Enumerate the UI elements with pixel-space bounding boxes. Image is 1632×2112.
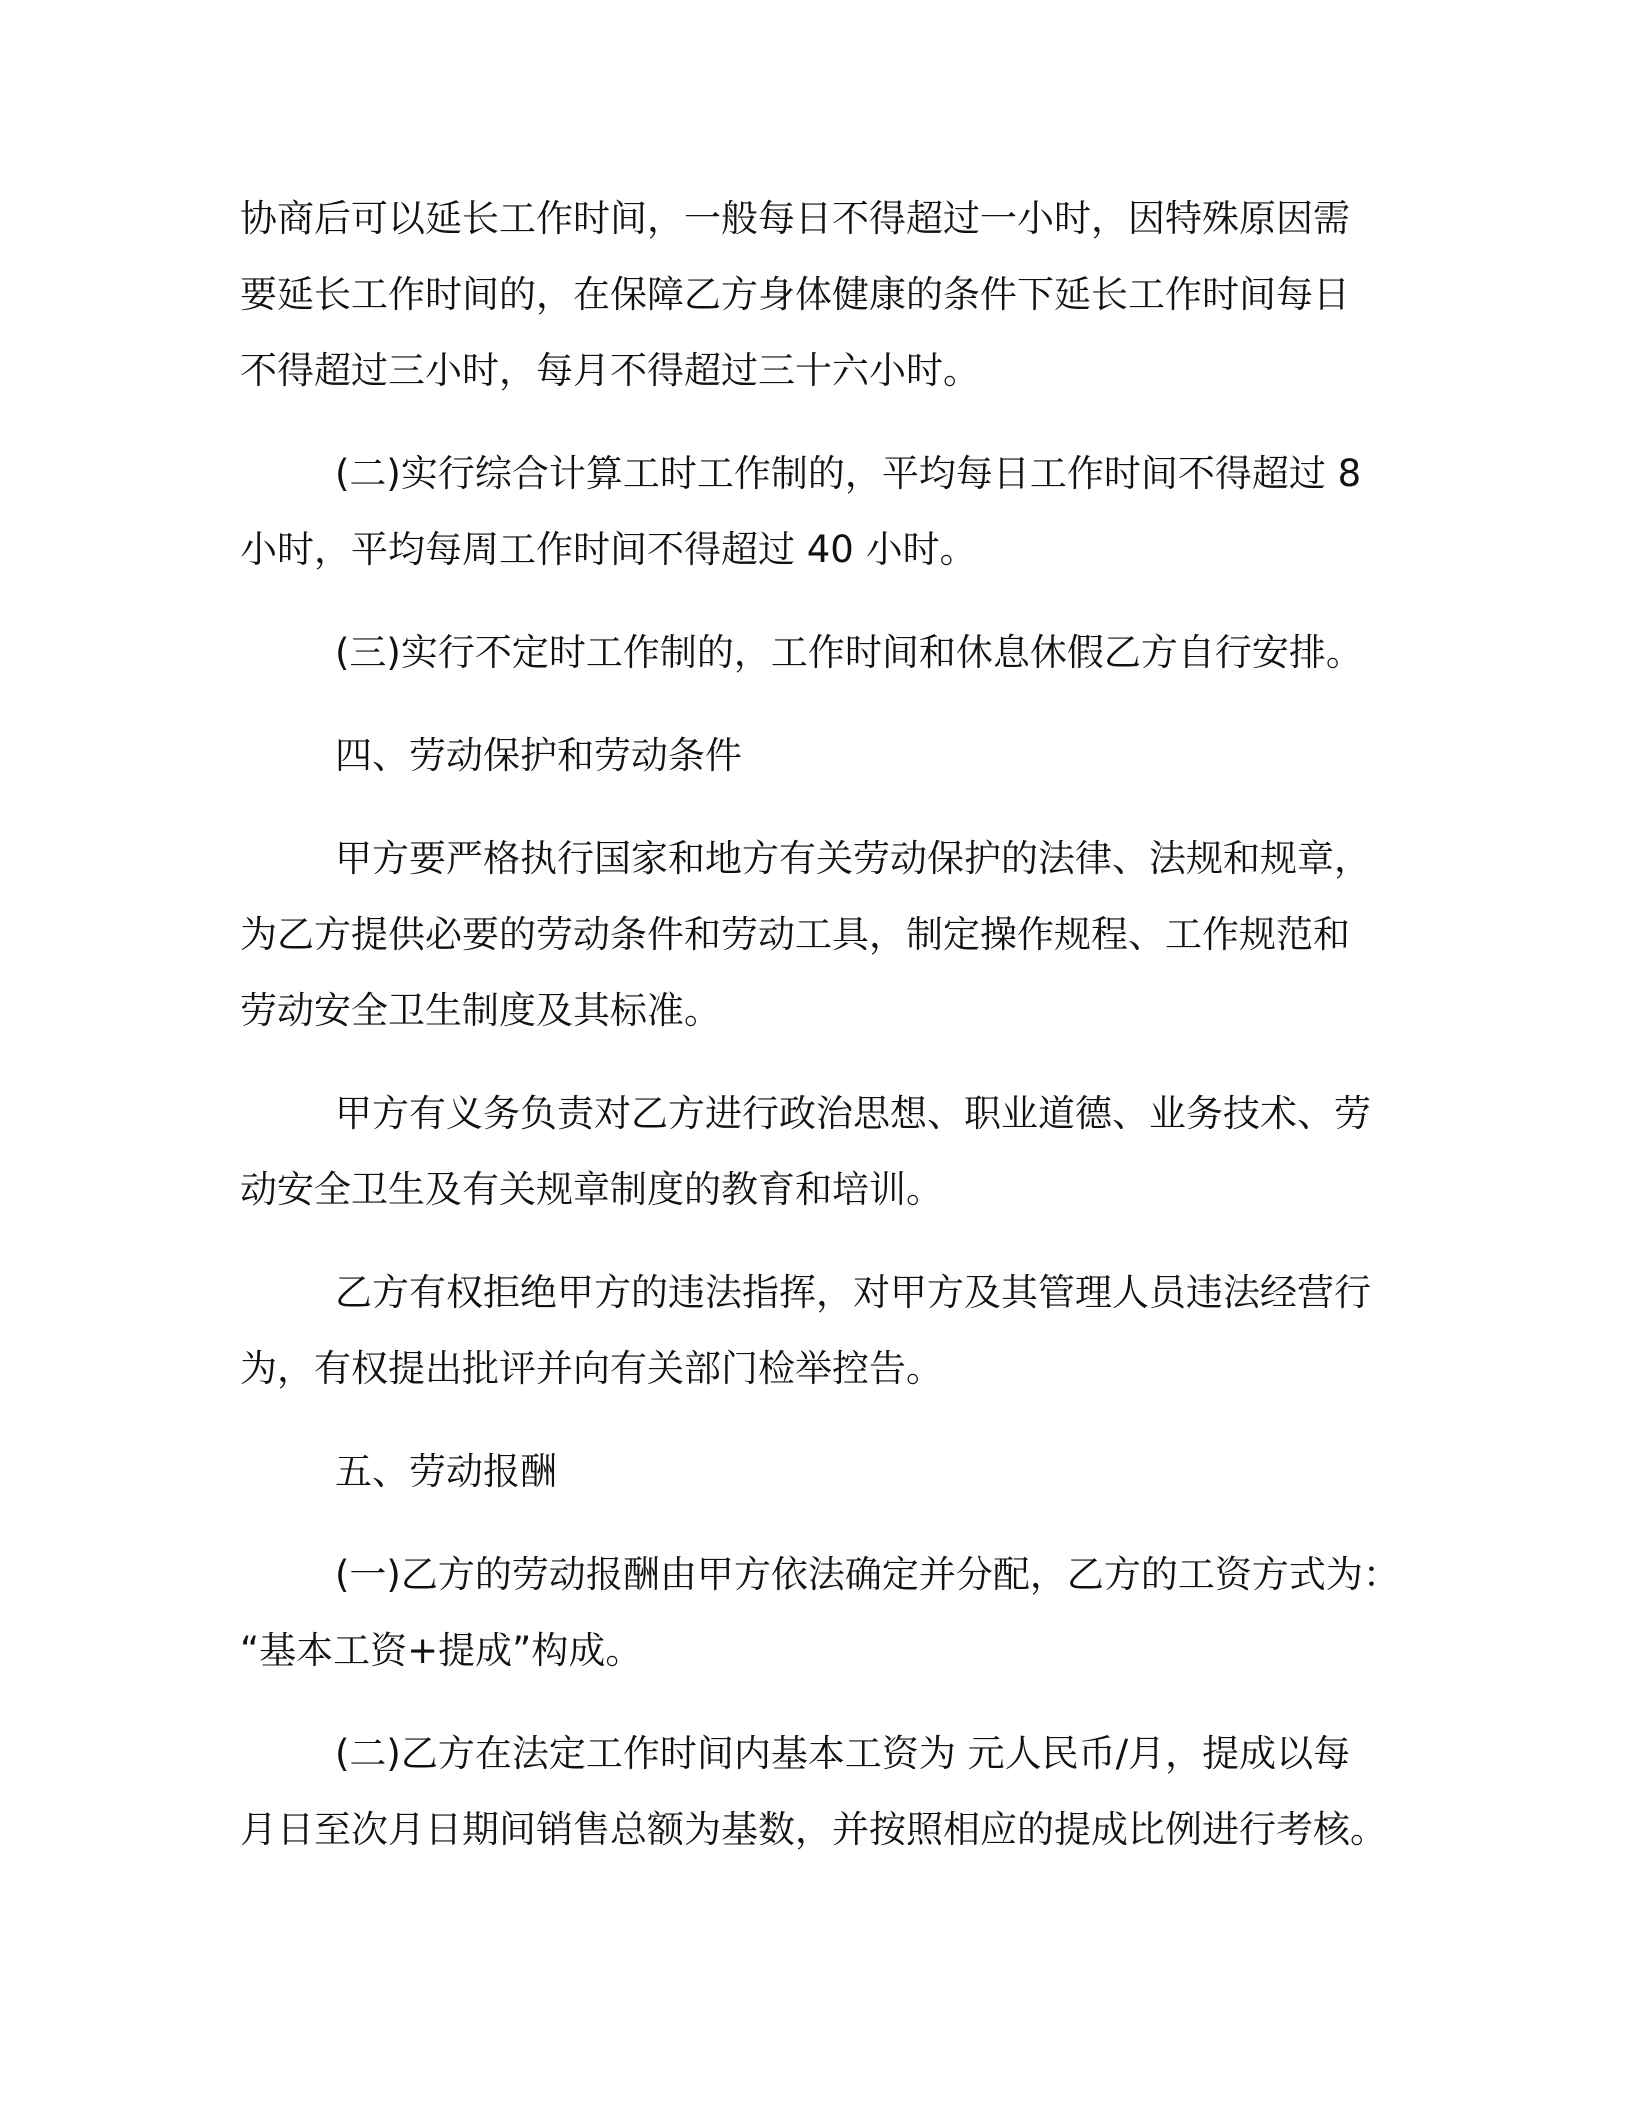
- paragraph-line: “基本工资+提成”构成。: [240, 1629, 643, 1672]
- paragraph-line: 为，有权提出批评并向有关部门检举控告。: [240, 1347, 943, 1390]
- paragraph-line: 乙方有权拒绝甲方的违法指挥，对甲方及其管理人员违法经营行: [335, 1271, 1371, 1314]
- paragraph-line: (三)实行不定时工作制的，工作时间和休息休假乙方自行安排。: [335, 631, 1363, 674]
- section-heading: 五、劳动报酬: [335, 1450, 557, 1493]
- paragraph-line: 小时，平均每周工作时间不得超过 40 小时。: [240, 528, 977, 571]
- paragraph-line: (一)乙方的劳动报酬由甲方依法确定并分配，乙方的工资方式为：: [335, 1553, 1400, 1596]
- paragraph-line: 月日至次月日期间销售总额为基数，并按照相应的提成比例进行考核。: [240, 1808, 1387, 1851]
- paragraph-line: 协商后可以延长工作时间，一般每日不得超过一小时，因特殊原因需: [240, 197, 1350, 240]
- paragraph-line: (二)乙方在法定工作时间内基本工资为 元人民币/月，提成以每: [335, 1732, 1351, 1775]
- paragraph-line: (二)实行综合计算工时工作制的，平均每日工作时间不得超过 8: [335, 452, 1362, 495]
- paragraph-line: 劳动安全卫生制度及其标准。: [240, 989, 721, 1032]
- paragraph-line: 不得超过三小时，每月不得超过三十六小时。: [240, 349, 980, 392]
- paragraph-line: 要延长工作时间的，在保障乙方身体健康的条件下延长工作时间每日: [240, 273, 1350, 316]
- paragraph-line: 为乙方提供必要的劳动条件和劳动工具，制定操作规程、工作规范和: [240, 913, 1350, 956]
- paragraph-line: 甲方有义务负责对乙方进行政治思想、职业道德、业务技术、劳: [335, 1092, 1371, 1135]
- paragraph-line: 甲方要严格执行国家和地方有关劳动保护的法律、法规和规章，: [335, 837, 1371, 880]
- section-heading: 四、劳动保护和劳动条件: [335, 734, 742, 777]
- paragraph-line: 动安全卫生及有关规章制度的教育和培训。: [240, 1168, 943, 1211]
